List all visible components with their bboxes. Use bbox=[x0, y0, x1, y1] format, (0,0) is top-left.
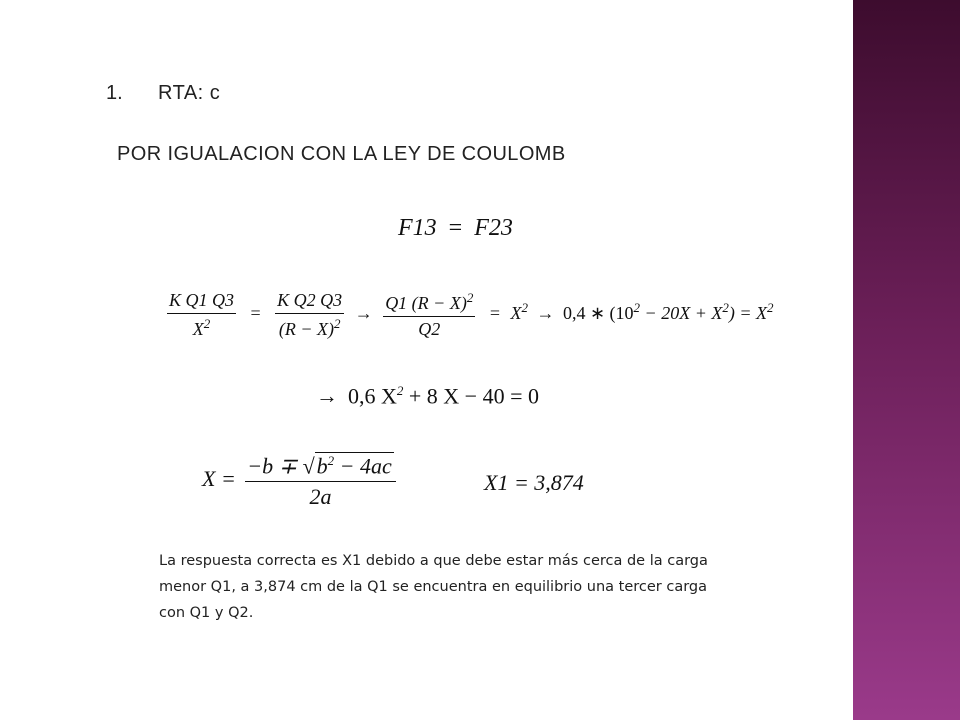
arrow-1: → bbox=[354, 303, 373, 324]
eq4-num-pre: −b ∓ bbox=[247, 453, 298, 479]
decorative-sidebar bbox=[853, 0, 960, 720]
eq3-arrow: → bbox=[316, 383, 338, 409]
fraction-3 bbox=[383, 290, 475, 340]
eq4-lhs: X = bbox=[202, 466, 236, 492]
list-number: 1. bbox=[106, 82, 123, 104]
eq3-exp: 2 bbox=[396, 383, 404, 398]
radicand-b: b bbox=[316, 453, 328, 479]
eq2-expr-start: 0,4 ∗ (10 bbox=[562, 303, 634, 324]
fraction-2-denominator bbox=[275, 314, 344, 340]
eq2-expr-end: ) = X bbox=[728, 303, 767, 324]
answer-heading: RTA: c bbox=[158, 82, 221, 104]
fraction-1-denominator bbox=[167, 314, 236, 340]
eq2-equals-2: = bbox=[489, 303, 500, 324]
equation-quadratic bbox=[316, 383, 539, 409]
radicand-rest: − 4ac bbox=[334, 453, 392, 479]
eq2-expr-mid: − 20X + X bbox=[640, 303, 723, 324]
explanation-paragraph bbox=[159, 548, 819, 626]
fraction-3-numerator bbox=[383, 290, 475, 317]
eq2-expr-exp2: 2 bbox=[722, 300, 729, 316]
quadratic-numerator bbox=[245, 452, 395, 482]
eq2-mid-base: X bbox=[510, 303, 522, 324]
paragraph-line-2: menor Q1, a 3,874 cm de la Q1 se encuentra en equilibrio una tercer carga bbox=[159, 579, 708, 595]
frac1-den-base: X bbox=[192, 319, 204, 339]
eq2-mid-exp: 2 bbox=[521, 300, 528, 316]
fraction-3-denominator: Q2 bbox=[418, 319, 441, 339]
paragraph-line-1: La respuesta correcta es X1 debido a que debe estar más cerca de la carga bbox=[159, 553, 708, 569]
frac2-den-exp: 2 bbox=[333, 316, 341, 331]
fraction-2 bbox=[275, 290, 344, 340]
radicand-exp: 2 bbox=[327, 453, 335, 468]
eq1-op: = bbox=[448, 215, 463, 241]
eq3-part2: + 8 X − 40 = 0 bbox=[403, 383, 539, 409]
quadratic-fraction bbox=[245, 452, 395, 510]
eq1-rhs: F23 bbox=[474, 215, 513, 241]
paragraph-line-3: con Q1 y Q2. bbox=[159, 605, 254, 621]
frac2-den-base: (R − X) bbox=[278, 319, 334, 339]
eq1-lhs: F13 bbox=[398, 215, 437, 241]
equation-force-equality bbox=[398, 215, 513, 242]
arrow-2: → bbox=[536, 303, 555, 324]
frac1-den-exp: 2 bbox=[203, 316, 211, 331]
fraction-2-numerator: K Q2 Q3 bbox=[275, 290, 344, 314]
fraction-1 bbox=[167, 290, 236, 340]
sqrt-symbol: √ bbox=[302, 453, 315, 479]
equation-result: X1 = 3,874 bbox=[484, 470, 584, 495]
frac3-num-exp: 2 bbox=[466, 290, 474, 305]
eq2-expr-exp3: 2 bbox=[766, 300, 774, 316]
eq2-expr-exp1: 2 bbox=[633, 300, 641, 316]
subtitle: POR IGUALACION CON LA LEY DE COULOMB bbox=[117, 143, 566, 165]
quadratic-denominator: 2a bbox=[309, 484, 332, 510]
equation-coulomb-expansion bbox=[163, 290, 773, 340]
eq3-part1: 0,6 X bbox=[348, 383, 397, 409]
frac3-num-base: Q1 (R − X) bbox=[385, 293, 467, 313]
eq2-equals-1: = bbox=[250, 303, 261, 324]
fraction-1-numerator: K Q1 Q3 bbox=[167, 290, 236, 314]
radicand bbox=[315, 452, 394, 479]
equation-quadratic-formula bbox=[202, 452, 400, 510]
